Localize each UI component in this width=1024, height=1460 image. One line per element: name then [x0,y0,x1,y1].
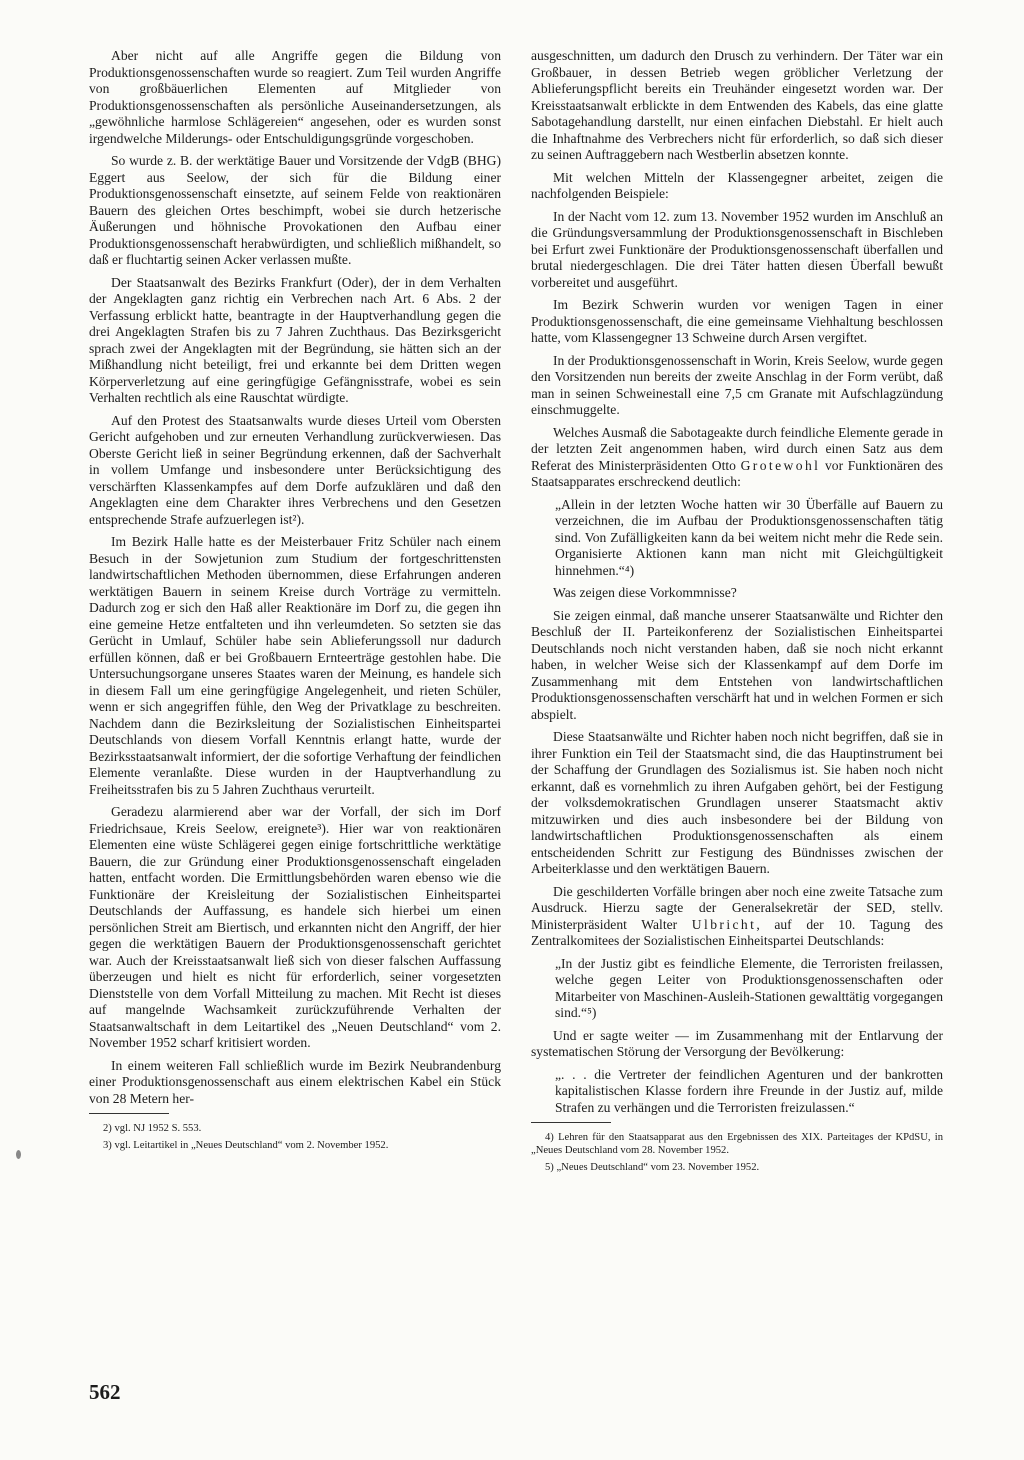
spaced-name: Grotewohl [740,457,821,473]
footnote: 2) vgl. NJ 1952 S. 553. [103,1123,202,1134]
paragraph-text: vor Funktionären des Staatsapparates erschreckend deutlich: [531,457,943,489]
paragraph: Sie zeigen einmal, daß manche unserer Staatsanwälte und Richter den Beschluß der II. Parteikonferenz der Sozialistischen Einheitspartei Deutschlands noch nicht verstanden haben, daß sie noch nicht erkannt haben, in welcher Weise sich der Klassenkampf auf dem Dorfe im Zusammenhang mit dem Entstehen von landwirtschaftlichen Produktionsgenossenschaften verschärft hat und in welchen Formen er sich abspielt. [531,607,943,722]
paragraph: So wurde z. B. der werktätige Bauer und Vorsitzende der VdgB (BHG) Eggert aus Seelow, der sich für die Bildung einer Produktionsgenossenschaft einsetzte, auf seinem Felde von reaktionären Bauern des gleichen Ortes beschimpft, wobei sie durch hetzerische Äußerungen und höhnische Provokationen den Aufbau einer Produktionsgenossenschaft herabwürdigten, und schließlich mißhandelt, so daß er fluchtartig seinen Acker verlassen mußte. [89,153,501,267]
quotation: „. . . die Vertreter der feindlichen Agenturen und der bankrotten kapitalistischen Klasse fordern ihre Freunde in der Justiz auf, milde Strafen zu verhängen und die Terroristen freizulassen.“ [555,1066,943,1115]
paragraph: ausgeschnitten, um dadurch den Drusch zu verhindern. Der Täter war ein Großbauer, in dessen Betrieb wegen gröblicher Verletzung der Ablieferungspflicht bereits ein Treuhänder eingesetzt worden war. Der Kreisstaatsanwalt erblickte in dem Entwenden des Kabels, das eine glatte Sabotagehandlung darstellt, nur einen einfachen Diebstahl. Er hielt auch die Inhaftnahme des Verbrechers nicht für erforderlich, so daß sich dieser zu seinen Auftraggebern nach Westberlin absetzen konnte. [531,48,943,162]
paragraph: Im Bezirk Halle hatte es der Meisterbauer Fritz Schüler nach einem Besuch in der Sowjetunion zum Studium der fortgeschrittensten landwirtschaftlichen Methoden übernommen, diese Erfahrungen anderen werktätigen Bauern in seinem Kreise durch Vorträge zu vermitteln. Dadurch zog er sich den Haß aller Reaktionäre im Dorf zu, die gegen ihn eine gemeine Hetze entfalteten und ihn verleumdeten. So setzten sie das Gerücht in Umlauf, Schüler habe sein Ablieferungssoll nur dadurch erfüllen können, daß er bei Großbauern Ernteerträge gestohlen habe. Die Untersuchungsorgane unseres Staates waren der Meinung, es handele sich in diesem Fall um eine geringfügige Angelegenheit, und rieten Schüler, wenn er sich angegriffen fühle, den Weg der Privatklage zu beschreiten. Nachdem dann die Bezirksleitung der Sozialistischen Einheitspartei Deutschlands von diesem Vorfall Kenntnis erlangt hatte, wurde der Bezirksstaatsanwalt informiert, der die sofortige Verhaftung der feindlichen Elemente veranlaßte. Diese wurden in der Hauptverhandlung zu Freiheitsstrafen bis zu 5 Jahren Zuchthaus verurteilt. [89,534,501,797]
quotation: „Allein in der letzten Woche hatten wir 30 Überfälle auf Bauern zu verzeichnen, die im Aufbau der Produktionsgenossenschaften tätig sind. Von Zufälligkeiten kann da bei weitem nicht mehr die Rede sein. Organisierte Aktionen kann man nicht mit Gleichgültigkeit hinnehmen.“⁴) [555,496,943,578]
paragraph: Der Staatsanwalt des Bezirks Frankfurt (Oder), der in dem Verhalten der Angeklagten ganz richtig ein Verbrechen nach Art. 6 Abs. 2 der Verfassung erblickt hatte, beantragte in der Hauptverhandlung gegen die drei Angeklagten Strafen bis zu 7 Jahren Zuchthaus. Das Bezirksgericht sprach zwei der Angeklagten mit der Begründung, sie hätten sich an der Mißhandlung nicht beteiligt, frei und erkannte bei dem Dritten wegen Körperverletzung auf eine geringfügige Gefängnisstrafe, wobei es sein Verhalten rechtlich als eine Rauschtat würdigte. [89,274,501,405]
footnote-divider [531,1122,611,1123]
page-number: 562 [89,1380,121,1404]
paragraph: Diese Staatsanwälte und Richter haben noch nicht begriffen, daß sie in ihrer Funktion ein Teil der Staatsmacht sind, die das Hauptinstrument bei der Schaffung der Grundlagen des Sozialismus ist. Sie haben noch nicht erkannt, daß es vornehmlich zu ihren Aufgaben gehört, bei der Festigung der volksdemokratischen Grundlagen unserer Staatsmacht aktiv mitzuwirken und dies auch insbesondere bei der Bildung von landwirtschaftlichen Produktionsgenossenschaften als einem entscheidenden Schritt zur Festigung des Bündnisses zwischen der Arbeiterklasse und den werktätigen Bauern. [531,729,943,876]
paragraph: Geradezu alarmierend aber war der Vorfall, der sich im Dorf Friedrichsaue, Kreis Seelow, ereignete³). Hier war von reaktionären Elementen eine wüste Schlägerei gegen einige fortschrittliche werktätige Bauern, die zur Gründung einer Produktionsgenossenschaft eingeladen hatten, entfacht worden. Die Ermittlungsbehörden waren ebenso wie die Funktionäre der Kreisleitung der Sozialistischen Einheitspartei Deutschlands der Auffassung, es handele sich hierbei um einen persönlichen Streit am Biertisch, und erkannten nicht den Angriff, der hier gegen die werktätigen Bauern der Produktionsgenossenschaft gerichtet war. Auch der Kreisstaatsanwalt ließ sich von dieser falschen Auffassung überzeugen und hielt es nicht für erforderlich, seiner vorgesetzten Dienststelle von dem Vorfall Mitteilung zu machen. Mit Recht ist dieses auf mangelnde Wachsamkeit zurückzuführende Verhalten der Staatsanwaltschaft in dem Leitartikel des „Neuen Deutschland“ vom 2. November 1952 scharf kritisiert worden. [89,804,501,1050]
paragraph-text: , auf der 10. Tagung des Zentralkomitees der Sozialistischen Einheitspartei Deutschlands: [531,916,943,948]
paragraph: Aber nicht auf alle Angriffe gegen die Bildung von Produktionsgenossenschaften wurde so reagiert. Zum Teil wurden Angriffe von großbäuerlichen Elementen auf Mitglieder von Produktionsgenossenschaften als persönliche Auseinandersetzungen, als „gewöhnliche harmlose Schlägereien“ angesehen, oder es wurden sonst irgendwelche Milderungs- oder Entschuldigungsgründe vorgeschoben. [89,48,501,146]
right-column [531,48,943,1178]
paragraph: In einem weiteren Fall schließlich wurde im Bezirk Neubrandenburg einer Produktionsgenossenschaft aus einem elektrischen Kabel ein Stück von 28 Metern her- [89,1057,501,1106]
paragraph: In der Produktionsgenossenschaft in Worin, Kreis Seelow, wurde gegen den Vorsitzenden nun bereits der zweite Anschlag in der Form verübt, daß man in seinen Schweinestall eine 7,5 cm Granate mit Aufschlagzündung einschmuggelte. [531,352,943,417]
paragraph [531,425,943,491]
spaced-name: Ulbricht [691,916,757,932]
footnote: 5) „Neues Deutschland“ vom 23. November 1952. [545,1162,760,1173]
paragraph: Im Bezirk Schwerin wurden vor wenigen Tagen in einer Produktionsgenossenschaft, die eine gemeinsame Viehhaltung beschlossen hatte, vom Klassengegner 13 Schweine durch Arsen vergiftet. [531,297,943,345]
footnote: 3) vgl. Leitartikel in „Neues Deutschland“ vom 2. November 1952. [103,1140,389,1151]
paragraph-text: Die geschilderten Vorfälle bringen aber noch eine zweite Tatsache zum Ausdruck. Hierzu sagte der Generalsekretär der SED, stellv. Ministerpräsident Walter [531,883,943,932]
paragraph: Auf den Protest des Staatsanwalts wurde dieses Urteil vom Obersten Gericht aufgehoben und zur erneuten Verhandlung zurückverwiesen. Das Oberste Gericht ließ in seiner Begründung erkennen, daß der Sachverhalt in vollem Umfange und insbesondere unter Berücksichtigung des verschärften Klassenkampfes auf dem Dorfe aufzuklären und daß den Angeklagten eine dem Charakter ihres Verbrechens und den Gesetzen entsprechende Strafe aufzuerlegen ist²). [89,412,501,527]
left-column [89,48,501,1156]
paragraph [531,884,943,950]
paragraph: In der Nacht vom 12. zum 13. November 1952 wurden im Anschluß an die Gründungsversammlung der Produktionsgenossenschaft in Bischleben bei Erfurt zwei Funktionäre der Produktionsgenossenschaft überfallen und brutal niedergeschlagen. Die drei Täter hatten diesen Überfall bewußt vorbereitet und ausgeführt. [531,208,943,290]
paragraph: Mit welchen Mitteln der Klassengegner arbeitet, zeigen die nachfolgenden Beispiele: [531,169,943,201]
footnote-divider [89,1113,169,1114]
quotation: „In der Justiz gibt es feindliche Elemente, die Terroristen freilassen, welche gegen Leiter von Produktionsgenossenschaften oder Mitarbeiter von Maschinen-Ausleih-Stationen gewalttätig vorgegangen sind.“⁵) [555,955,943,1020]
paragraph-text: Welches Ausmaß die Sabotageakte durch feindliche Elemente gerade in der letzten Zeit angenommen haben, wird durch einen Satz aus dem Referat des Ministerpräsidenten Otto [531,424,943,473]
paragraph: Was zeigen diese Vorkommnisse? [553,585,737,600]
scan-speck [16,1150,21,1159]
footnote: 4) Lehren für den Staatsapparat aus den Ergebnissen des XIX. Parteitages der KPdSU, in „Neues Deutschland vom 28. November 1952. [531,1132,943,1156]
paragraph: Und er sagte weiter — im Zusammenhang mit der Entlarvung der systematischen Störung der Versorgung der Bevölkerung: [531,1027,943,1059]
